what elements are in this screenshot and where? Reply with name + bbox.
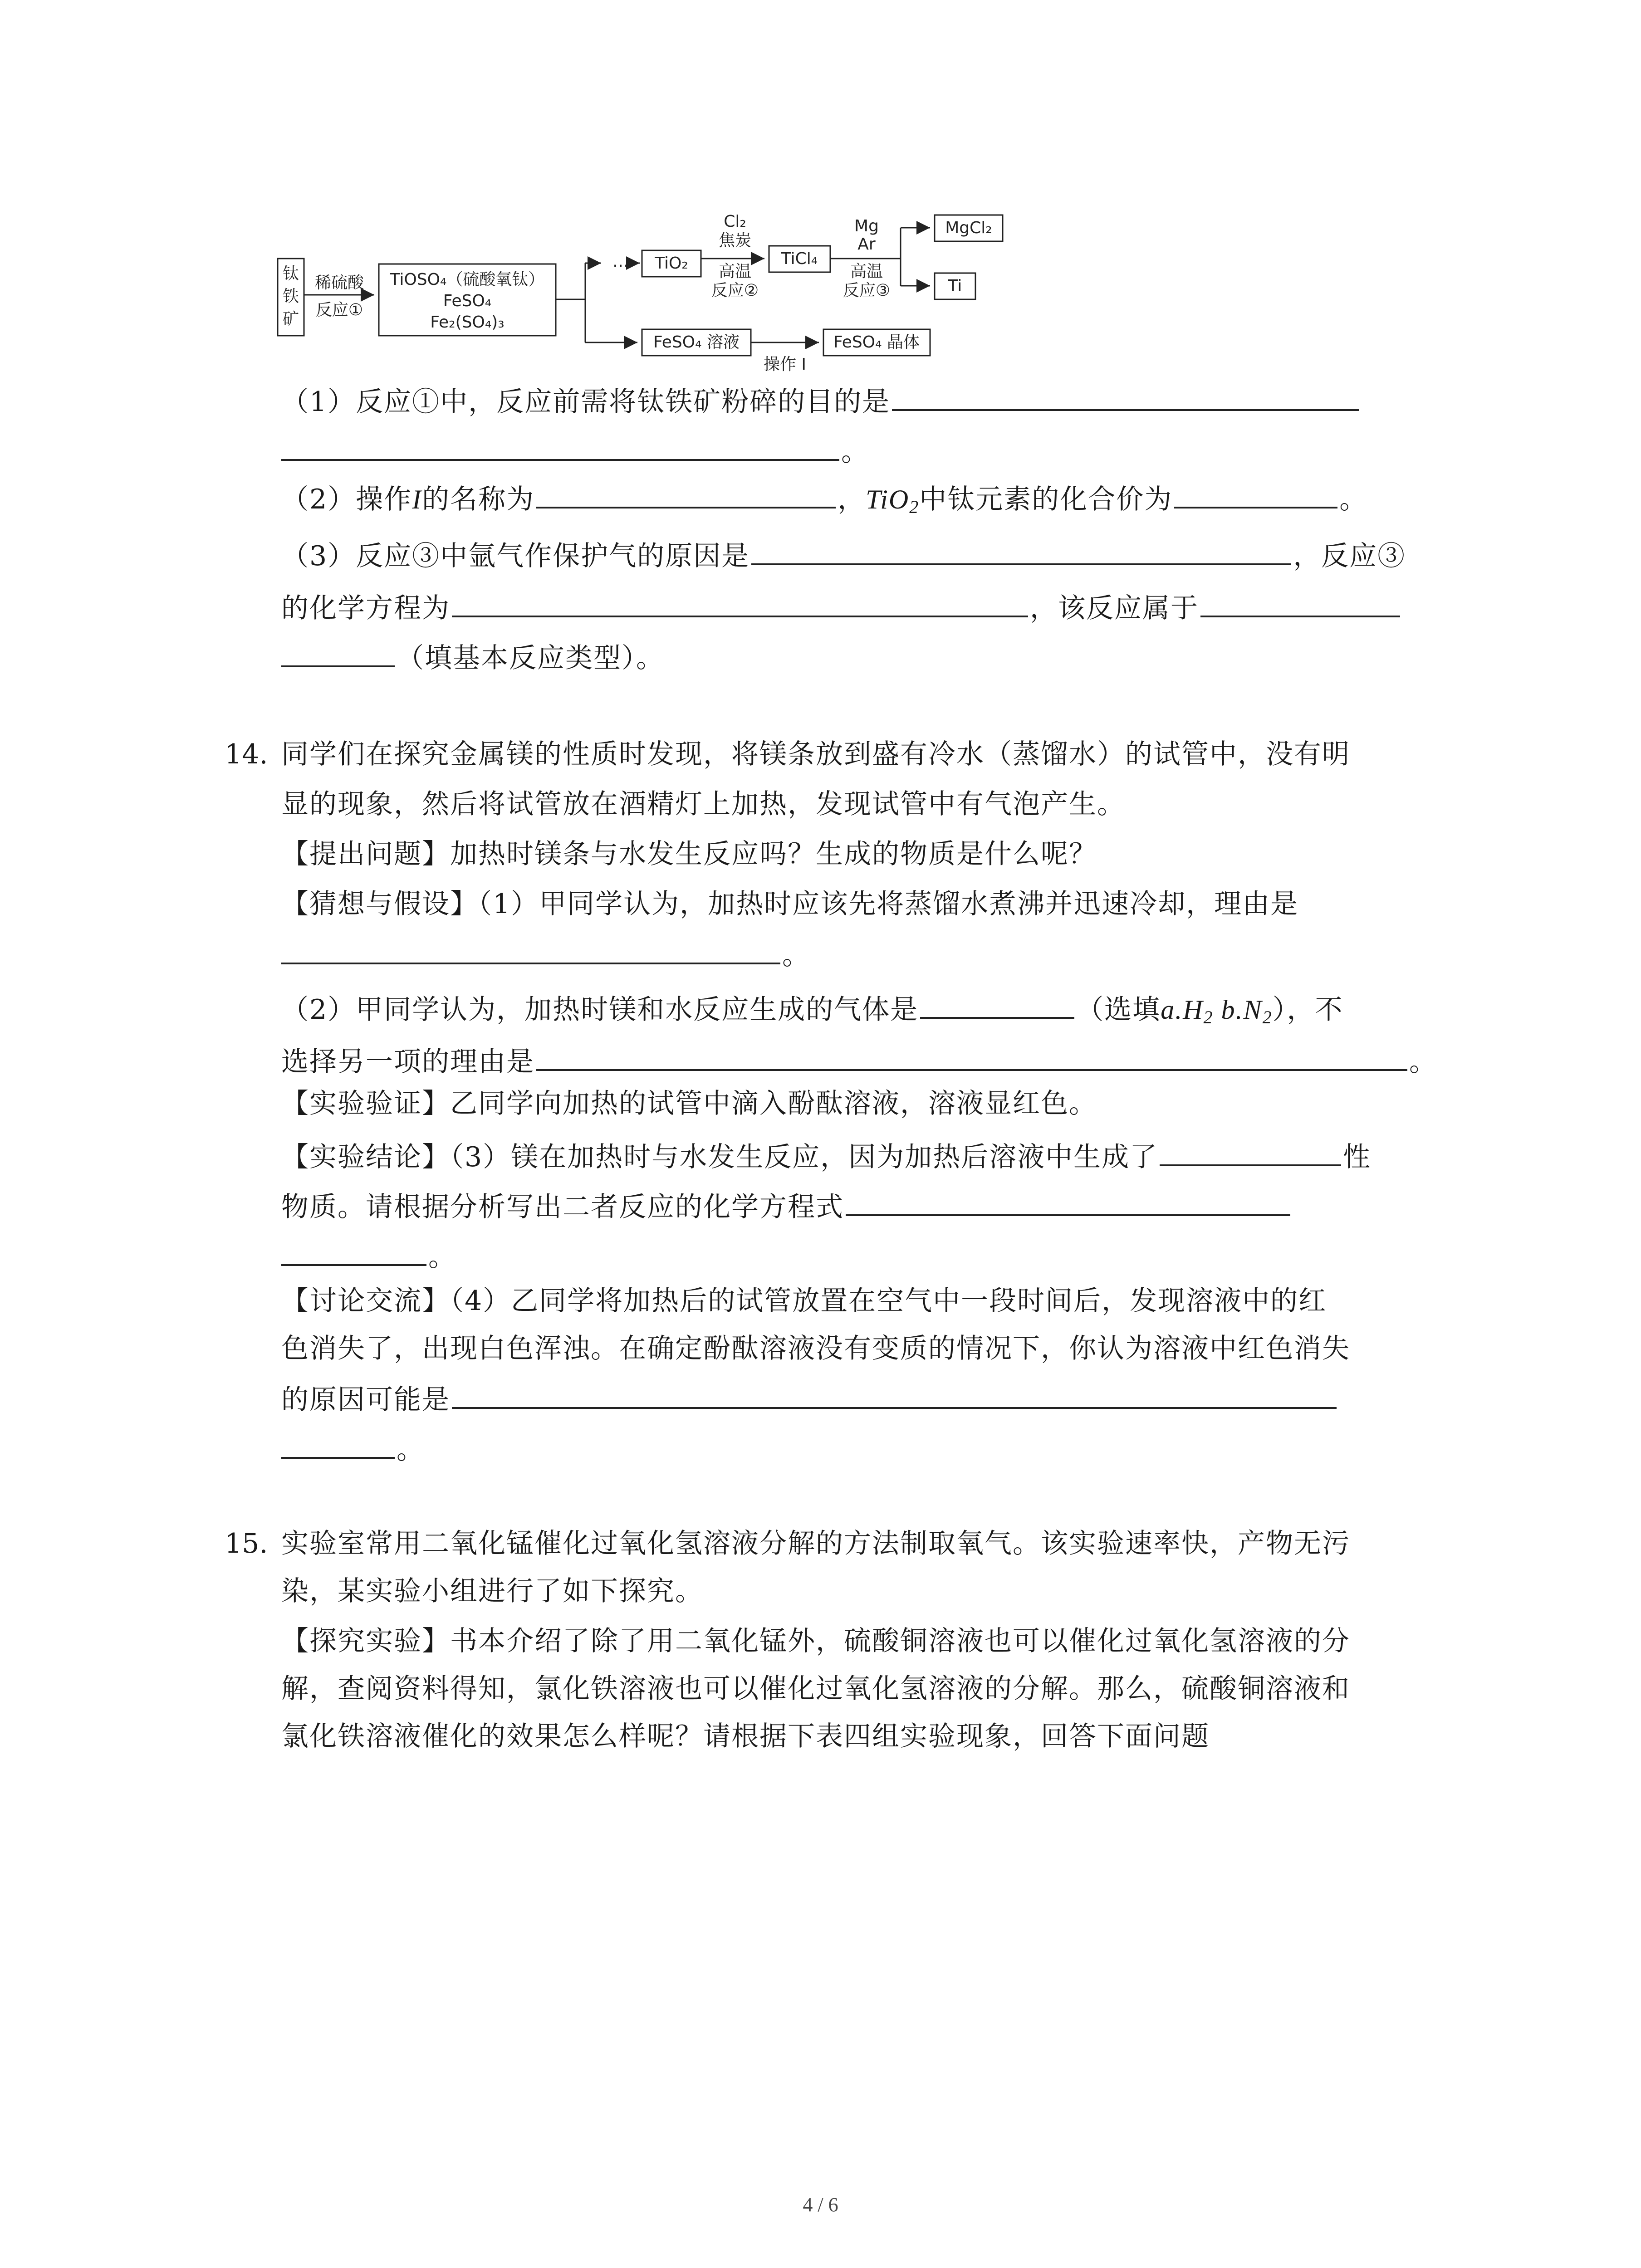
q14-line-2: 显的现象，然后将试管放在酒精灯上加热，发现试管中有气泡产生。 xyxy=(281,788,1125,820)
feso4-solution-label: FeSO₄ 溶液 xyxy=(653,333,740,352)
q13-part2-prefix: （2）操作 xyxy=(281,484,412,515)
q14-equation-label: 物质。请根据分析写出二者反应的化学方程式 xyxy=(281,1191,844,1223)
q14-line-1: 同学们在探究金属镁的性质时发现，将镁条放到盛有冷水（蒸馏水）的试管中，没有明 xyxy=(281,738,1350,770)
reaction-2-label: 反应② xyxy=(711,281,759,300)
q14-line-5-end: 。 xyxy=(782,939,810,971)
q14-line-13: 色消失了，出现白色浑浊。在确定酚酞溶液没有变质的情况下，你认为溶液中红色消失 xyxy=(281,1333,1350,1364)
q14-line-15 xyxy=(281,1429,425,1467)
q14-cause-blank-2[interactable] xyxy=(281,1429,395,1459)
q14-line-11-end: 。 xyxy=(428,1241,456,1273)
q14-line-5 xyxy=(281,934,810,973)
q13-reaction-type-blank-2[interactable] xyxy=(281,637,395,667)
q14-line-4: 【猜想与假设】（1）甲同学认为，加热时应该先将蒸馏水煮沸并迅速冷却，理由是 xyxy=(281,888,1299,920)
q13-operation-symbol: I xyxy=(412,484,422,514)
q14-line-8: 【实验验证】乙同学向加热的试管中滴入酚酞溶液，溶液显红色。 xyxy=(281,1088,1097,1119)
q14-line-12: 【讨论交流】（4）乙同学将加热后的试管放置在空气中一段时间后，发现溶液中的红 xyxy=(281,1285,1327,1317)
reagent-dilute-sulfuric-acid: 稀硫酸 xyxy=(314,274,364,292)
q14-equation-blank-2[interactable] xyxy=(281,1236,426,1266)
reagent-mg: Mg xyxy=(854,217,879,235)
q14-cause-label: 的原因可能是 xyxy=(281,1384,450,1416)
reagent-ar: Ar xyxy=(857,235,876,254)
q14-number: 14. xyxy=(225,738,268,770)
q14-line-3: 【提出问题】加热时镁条与水发生反应吗？生成的物质是什么呢？ xyxy=(281,838,1097,870)
q14-property-blank[interactable] xyxy=(1160,1136,1341,1166)
operation-1-label: 操作 I xyxy=(763,355,807,374)
tio2-label: TiO₂ xyxy=(655,254,688,273)
reaction-1-label: 反应① xyxy=(315,301,363,319)
q13-part1-line2 xyxy=(281,431,869,469)
mgcl2-label: MgCl₂ xyxy=(945,219,992,237)
mixture-fe2so43: Fe₂(SO₄)₃ xyxy=(430,313,505,332)
q14-line-15-end: 。 xyxy=(397,1434,425,1466)
q14-option-prefix: （选填 xyxy=(1076,994,1161,1026)
q14-gas-label: （2）甲同学认为，加热时镁和水反应生成的气体是 xyxy=(281,994,919,1026)
q14-conclusion-text: 【实验结论】（3）镁在加热时与水发生反应，因为加热后溶液中生成了 xyxy=(281,1141,1158,1173)
reagent-cl2: Cl₂ xyxy=(724,213,746,231)
q14-option-suffix: ），不 xyxy=(1272,994,1343,1026)
titanium-process-flow-diagram xyxy=(277,213,1021,381)
q13-equation-blank[interactable] xyxy=(452,587,1028,617)
q14-line-6 xyxy=(281,989,1343,1035)
ore-char-2: 铁 xyxy=(282,287,299,306)
q15-number: 15. xyxy=(225,1528,268,1559)
q15-line-5: 氯化铁溶液催化的效果怎么样呢？请根据下表四组实验现象，回答下面问题 xyxy=(281,1721,1210,1752)
q13-part2-name-label: 的名称为 xyxy=(422,484,535,515)
q14-other-reason-label: 选择另一项的理由是 xyxy=(281,1046,534,1078)
q14-other-reason-blank[interactable] xyxy=(536,1041,1407,1071)
q13-operation-name-blank[interactable] xyxy=(536,479,836,508)
condition-high-temp-3: 高温 xyxy=(850,262,883,281)
q13-part2-comma: ， xyxy=(838,484,866,515)
reaction-3-label: 反应③ xyxy=(843,281,891,300)
q14-line-7 xyxy=(281,1041,1437,1079)
q13-part3-continue: ，反应③ xyxy=(1293,540,1406,572)
feso4-crystal-label: FeSO₄ 晶体 xyxy=(833,333,920,352)
q13-valence-label: 中钛元素的化合价为 xyxy=(919,484,1173,515)
condition-high-temp-2: 高温 xyxy=(718,262,752,281)
q14-property-suffix: 性 xyxy=(1343,1141,1372,1173)
q13-reaction-type-label: ，该反应属于 xyxy=(1030,592,1199,624)
q14-line-14 xyxy=(281,1379,1338,1417)
q13-part3-line3 xyxy=(281,637,664,675)
ticl4-label: TiCl₄ xyxy=(781,249,818,268)
page-number: 4 / 6 xyxy=(803,2194,838,2216)
q14-reason-blank[interactable] xyxy=(281,934,780,964)
q13-equation-label: 的化学方程为 xyxy=(281,592,450,624)
reagent-coke: 焦炭 xyxy=(718,231,752,250)
q15-line-3: 【探究实验】书本介绍了除了用二氧化锰外，硫酸铜溶液也可以催化过氧化氢溶液的分 xyxy=(281,1625,1350,1657)
q15-line-2: 染，某实验小组进行了如下探究。 xyxy=(281,1575,703,1607)
q13-part3-line2 xyxy=(281,587,1402,626)
q13-reaction-type-blank[interactable] xyxy=(1200,587,1400,617)
q13-valence-blank[interactable] xyxy=(1174,479,1337,508)
ellipsis: … xyxy=(612,252,629,271)
q14-equation-blank[interactable] xyxy=(846,1186,1290,1216)
mixture-feso4: FeSO₄ xyxy=(443,292,492,310)
mixture-tioso4: TiOSO₄（硫酸氧钛） xyxy=(390,270,545,289)
q13-part1-text: （1）反应①中，反应前需将钛铁矿粉碎的目的是 xyxy=(281,386,891,418)
q13-part3-line xyxy=(281,535,1406,573)
q13-part2-line xyxy=(281,479,1367,524)
q13-part2-end: 。 xyxy=(1339,484,1368,515)
q14-line-7-end: 。 xyxy=(1409,1046,1437,1078)
q15-line-1: 实验室常用二氧化锰催化过氧化氢溶液分解的方法制取氧气。该实验速率快，产物无污 xyxy=(281,1528,1350,1559)
q13-part3-text: （3）反应③中氩气作保护气的原因是 xyxy=(281,540,750,572)
q13-tio2-formula: TiO$_2$ xyxy=(866,484,920,517)
q13-part1-blank-2[interactable] xyxy=(281,431,839,461)
q15-line-4: 解，查阅资料得知，氯化铁溶液也可以催化过氧化氢溶液的分解。那么，硫酸铜溶液和 xyxy=(281,1673,1350,1705)
ore-char-1: 钛 xyxy=(282,264,299,283)
q14-line-11 xyxy=(281,1236,456,1274)
q14-option-a: $a.H_2$ $b.N_2$ xyxy=(1161,995,1273,1027)
q14-line-10 xyxy=(281,1186,1292,1224)
q13-part1-line xyxy=(281,381,1361,419)
ore-char-3: 矿 xyxy=(282,310,299,328)
q13-part1-blank[interactable] xyxy=(892,381,1359,411)
q13-part3-hint: （填基本反应类型）。 xyxy=(397,642,664,674)
q14-gas-blank[interactable] xyxy=(920,989,1074,1019)
ti-label: Ti xyxy=(948,277,962,295)
q14-line-9 xyxy=(281,1136,1371,1174)
q13-argon-reason-blank[interactable] xyxy=(751,535,1291,565)
q14-cause-blank[interactable] xyxy=(452,1379,1337,1409)
q13-part1-end: 。 xyxy=(841,436,869,468)
